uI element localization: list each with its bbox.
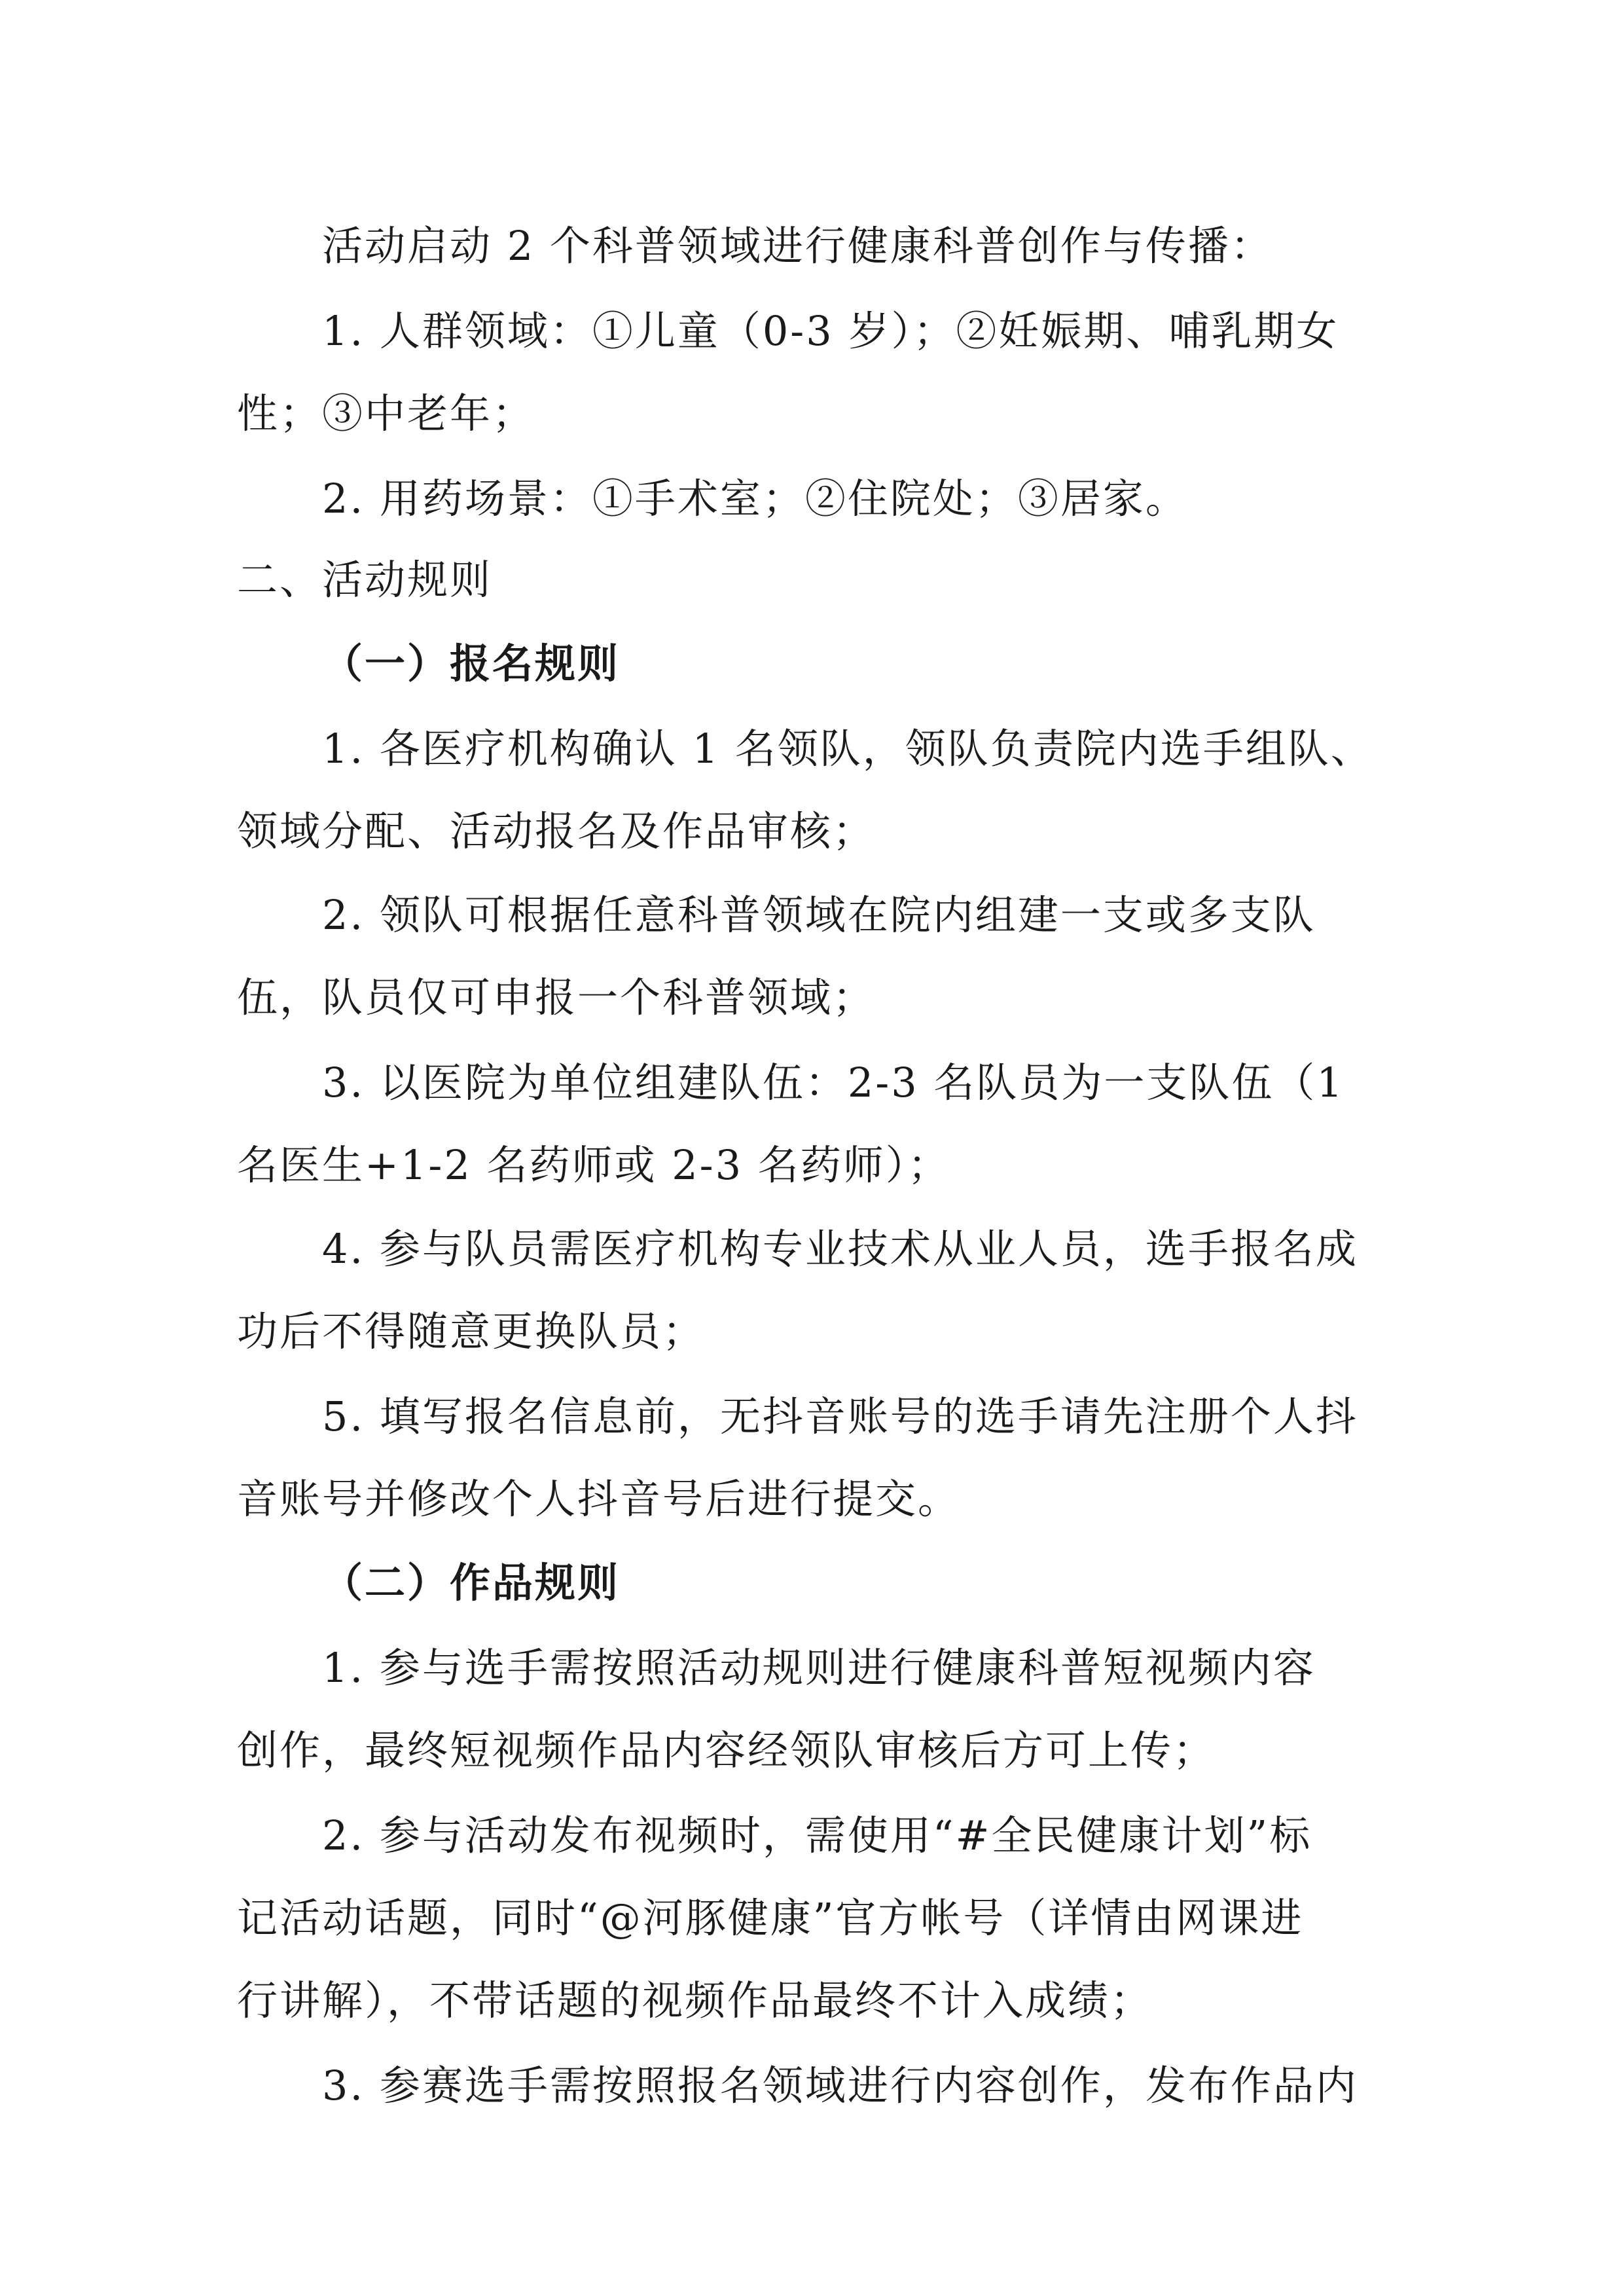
paragraph-line: 伍，队员仅可申报一个科普领域； [237, 974, 876, 1021]
paragraph-line: 音账号并修改个人抖音号后进行提交。 [237, 1475, 961, 1523]
paragraph-line: 2. 参与活动发布视频时，需使用“#全民健康计划”标 [322, 1812, 1312, 1859]
subsection-heading: （一）报名规则 [322, 640, 621, 687]
paragraph-line: 功后不得随意更换队员； [237, 1307, 706, 1355]
section-heading: 二、活动规则 [237, 556, 493, 604]
paragraph-line: 5. 填写报名信息前，无抖音账号的选手请先注册个人抖 [322, 1393, 1358, 1440]
paragraph-line: 3. 参赛选手需按照报名领域进行内容创作，发布作品内 [322, 2062, 1358, 2109]
paragraph-line: 1. 人群领域：①儿童（0-3 岁）；②妊娠期、哺乳期女 [322, 307, 1339, 355]
paragraph-line: 活动启动 2 个科普领域进行健康科普创作与传播： [322, 222, 1273, 270]
paragraph-line: 创作，最终短视频作品内容经领队审核后方可上传； [237, 1726, 1216, 1774]
paragraph-line: 性；③中老年； [237, 390, 535, 437]
paragraph-line: 2. 用药场景：①手术室；②住院处；③居家。 [322, 475, 1188, 522]
paragraph-line: 名医生+1-2 名药师或 2-3 名药师）； [237, 1141, 950, 1189]
paragraph-line: 1. 参与选手需按照活动规则进行健康科普短视频内容 [322, 1644, 1316, 1692]
paragraph-line: 记活动话题，同时“@河豚健康”官方帐号（详情由网课进 [237, 1894, 1304, 1942]
paragraph-line: 4. 参与队员需医疗机构专业技术从业人员，选手报名成 [322, 1225, 1358, 1273]
paragraph-line: 3. 以医院为单位组建队伍：2-3 名队员为一支队伍（1 [322, 1059, 1344, 1106]
subsection-heading: （二）作品规则 [322, 1559, 621, 1607]
paragraph-line: 1. 各医疗机构确认 1 名领队，领队负责院内选手组队、 [322, 725, 1373, 773]
paragraph-line: 2. 领队可根据任意科普领域在院内组建一支或多支队 [322, 891, 1316, 939]
paragraph-line: 行讲解），不带话题的视频作品最终不计入成绩； [237, 1977, 1153, 2024]
paragraph-line: 领域分配、活动报名及作品审核； [237, 807, 876, 855]
